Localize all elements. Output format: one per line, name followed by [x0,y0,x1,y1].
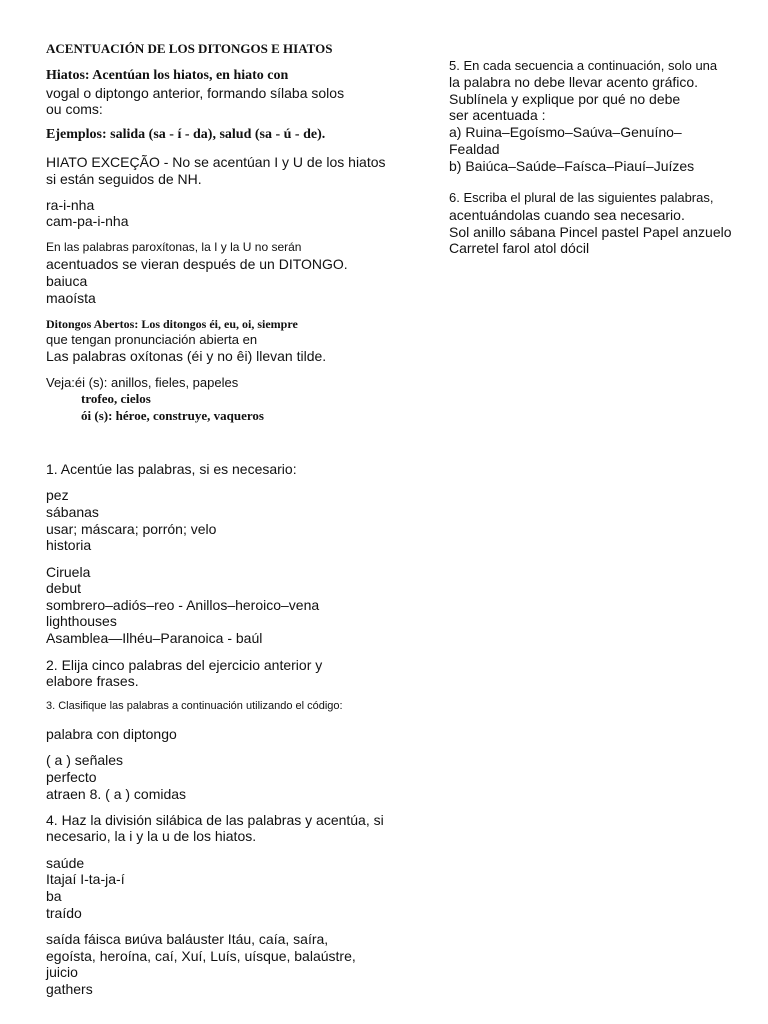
list-item: usar; máscara; porrón; velo [46,521,217,537]
hiatos-text: vogal o diptongo anterior, formando sílaba solos [46,85,345,101]
list-item: ( a ) señales [46,752,124,768]
list-item: Asamblea—Ilhéu–Paranoica - baúl [46,630,263,646]
list-item: lighthouses [46,613,117,629]
exercise-1-prompt: 1. Acentúe las palabras, si es necesario: [46,461,297,477]
hiato-excecao-text: HIATO EXCEÇÃO - No se acentúan I y U de los hiatos [46,154,386,170]
list-item: sombrero–adiós–reo - Anillos–heroico–vena [46,597,320,613]
exercise-5-option: b) Baiúca–Saúde–Faísca–Piauí–Juízes [449,158,695,174]
list-item: debut [46,580,82,596]
list-item: ra-i-nha [46,197,95,213]
exercise-2-prompt: 2. Elija cinco palabras del ejercicio anterior y [46,657,323,673]
list-item: saúde [46,855,85,871]
exercise-5-option: Fealdad [449,141,500,157]
list-item: sábanas [46,504,99,520]
exercise-3-prompt: 3. Clasifique las palabras a continuación utilizando el código: [46,700,343,712]
list-item: Itajaí I-ta-ja-í [46,871,125,887]
exercise-5-text: Sublínela y explique por qué no debe [449,91,681,107]
ditongos-heading: Ditongos Abertos: Los ditongos éi, eu, oi, siempre [46,317,298,331]
list-item: pez [46,487,69,503]
list-item: saída fáisca виúva baláuster Itáu, caía, saíra, [46,931,329,947]
list-item: atraen 8. ( a ) comidas [46,786,187,802]
exercise-4-prompt: 4. Haz la división silábica de las palabras y acentúa, si [46,812,384,828]
list-item: historia [46,537,92,553]
exercise-6-words: Sol anillo sábana Pincel pastel Papel anzuelo [449,224,732,240]
hiatos-text: ou coms: [46,101,103,117]
hiato-excecao-text: si están seguidos de NH. [46,171,202,187]
exercise-2-prompt: elabore frases. [46,673,139,689]
exercise-5-text: ser acentuada : [449,107,546,123]
ditongos-text: que tengan pronunciación abierta en [46,332,258,347]
list-item: baiuca [46,273,88,289]
list-item: juicio [46,964,78,980]
list-item: ba [46,888,62,904]
exercise-5-text: la palabra no debe llevar acento gráfico. [449,74,699,90]
exercise-5-option: a) Ruina–Egoísmo–Saúva–Genuíno– [449,124,682,140]
list-item: maoísta [46,290,96,306]
list-item: gathers [46,981,93,997]
hiatos-heading: Hiatos: Acentúan los hiatos, en hiato con [46,68,289,83]
veja-line: Veja:éi (s): anillos, fieles, papeles [46,375,239,390]
veja-line: trofeo, cielos [81,391,151,406]
paroxitonas-text: En las palabras paroxítonas, la I y la U no serán [46,240,302,254]
paroxitonas-text: acentuados se vieran después de un DITONGO. [46,256,348,272]
exercise-3-code: palabra con diptongo [46,726,177,742]
list-item: Ciruela [46,564,91,580]
ditongos-text: Las palabras oxítonas (éi y no êi) llevan tilde. [46,348,327,364]
list-item: cam-pa-i-nha [46,213,129,229]
list-item: perfecto [46,769,97,785]
veja-line: ói (s): héroe, construye, vaqueros [81,408,264,423]
list-item: egoísta, heroína, caí, Xuí, Luís, uísque, balaústre, [46,948,356,964]
document-title: ACENTUACIÓN DE LOS DITONGOS E HIATOS [46,41,333,56]
exercise-6-text: acentuándolas cuando sea necesario. [449,207,685,223]
exercise-4-prompt: necesario, la i y la u de los hiatos. [46,828,257,844]
exercise-6-words: Carretel farol atol dócil [449,240,590,256]
exercise-6-text: 6. Escriba el plural de las siguientes palabras, [449,190,714,205]
ejemplos-line: Ejemplos: salida (sa - í - da), salud (sa - ú - de). [46,127,326,142]
exercise-5-text: 5. En cada secuencia a continuación, solo una [449,58,718,73]
list-item: traído [46,905,82,921]
